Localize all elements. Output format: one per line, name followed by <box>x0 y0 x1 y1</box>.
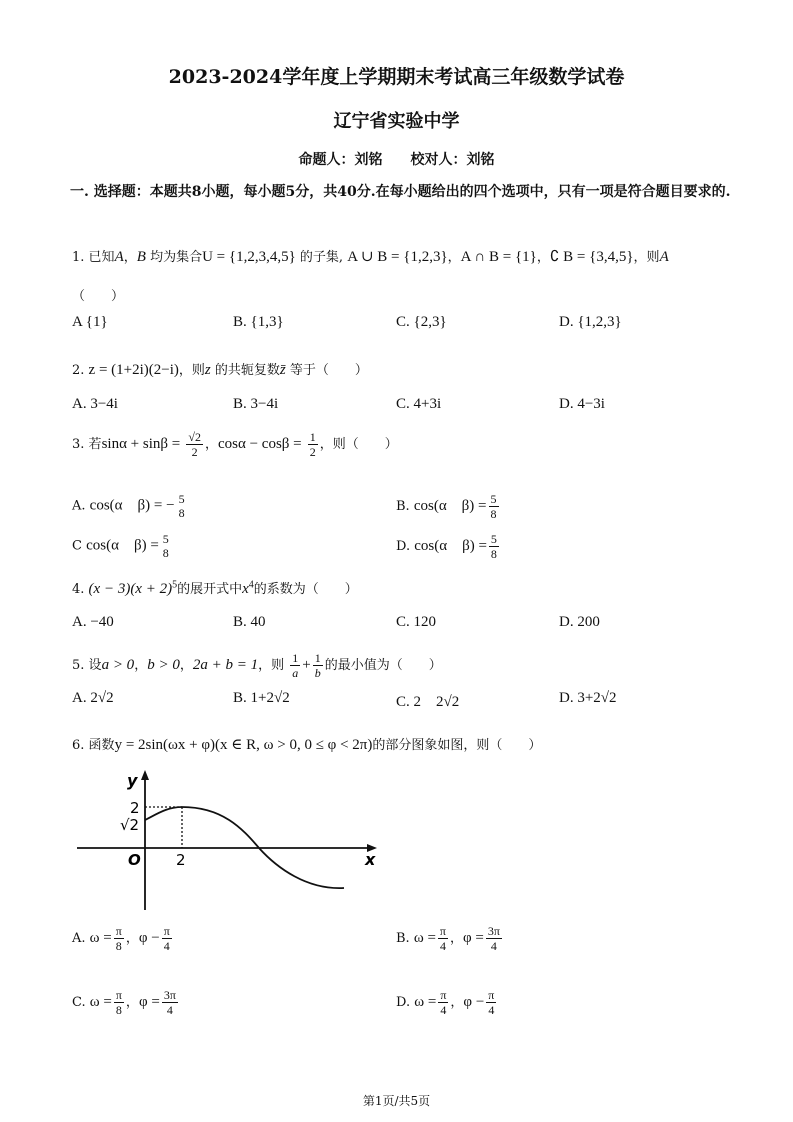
question-number: 6. <box>72 738 85 753</box>
page-footer: 第1页/共5页 <box>362 1094 431 1108</box>
question-number: 2. <box>72 363 85 378</box>
question-5: 5. 设a > 0，b > 0，2a + b = 1，则 $\frac{1}{a}$ + $\frac{1}{b}$ 的最小值为（ ） <box>72 651 442 680</box>
option-d[interactable]: D. 200 <box>559 614 600 630</box>
option-c[interactable]: C. 2 2√2 <box>396 694 460 710</box>
option-a[interactable]: A. ω = $\frac{\pi}{8}$ ，φ − $\frac{\pi}{4}$ <box>72 924 170 953</box>
origin-label: O <box>128 851 141 869</box>
option-c[interactable]: C. 4+3i <box>396 396 442 412</box>
answer-paren: （ ） <box>72 289 125 304</box>
option-d[interactable]: D. 4−3i <box>559 396 605 412</box>
option-c[interactable]: C. ω = $\frac{\pi}{8}$ ，φ = $\frac{3\pi}{4}$ <box>72 988 176 1017</box>
function-graph <box>72 768 382 913</box>
tick-2-y: 2 <box>130 799 140 817</box>
option-c[interactable]: C cos(α β) = 5 8 <box>72 532 169 560</box>
option-d[interactable]: D. cos(α β) = $\frac{5}{8}$ <box>396 532 497 561</box>
tick-2-x: 2 <box>176 851 186 869</box>
option-c[interactable]: C. {2,3} <box>396 314 447 330</box>
question-6: 6. 函数y = 2sin(ωx + φ)(x ∈ R, ω > 0, 0 ≤ φ < 2π)的部分图象如图，则（ ） <box>72 737 542 753</box>
question-4: 4. $(x - 3)(x + 2)^5$的展开式中$x^4$的系数为（ ） <box>72 579 358 597</box>
exam-title: 2023-2024学年度上学期期末考试高三年级数学试卷 <box>168 66 625 88</box>
option-b[interactable]: B. ω = $\frac{\pi}{4}$ ，φ = $\frac{3\pi}{4}$ <box>396 924 500 953</box>
option-a[interactable]: A. −40 <box>72 614 114 630</box>
section-header: 一. 选择题：本题共8小题，每小题5分，共40分.在每小题给出的四个选项中，只有一项是符合题目要求的. <box>70 184 731 200</box>
option-b[interactable]: B. 3−4i <box>233 396 279 412</box>
y-label: y <box>127 771 138 790</box>
option-d[interactable]: D. ω = $\frac{\pi}{4}$ ，φ − $\frac{\pi}{4}$ <box>396 988 495 1017</box>
question-3: 3. 若sinα + sinβ = $\frac{√2}{2}$ ，cosα − cosβ = $\frac{1}{2}$ ，则（ ） <box>72 430 398 459</box>
option-a[interactable]: A {1} <box>72 314 108 330</box>
option-b[interactable]: B. 40 <box>233 614 266 630</box>
authors: 命题人：刘铭 校对人：刘铭 <box>298 152 495 168</box>
x-label: x <box>365 850 376 869</box>
tick-sqrt2: √2 <box>120 816 140 834</box>
question-number: 1. <box>72 250 85 265</box>
y-axis-arrow <box>141 770 149 780</box>
option-a[interactable]: A. cos(α β) = − 5 8 <box>72 492 185 520</box>
option-b[interactable]: B. {1,3} <box>233 314 284 330</box>
option-b[interactable]: B. cos(α β) = $\frac{5}{8}$ <box>396 492 497 521</box>
school-name: 辽宁省实验中学 <box>333 111 460 132</box>
option-a[interactable]: A. 2√2 <box>72 690 114 706</box>
option-a[interactable]: A. 3−4i <box>72 396 118 412</box>
option-b[interactable]: B. 1+2√2 <box>233 690 290 706</box>
option-d[interactable]: D. 3+2√2 <box>559 690 617 706</box>
question-1: 1. 已知A，B 均为集合U = {1,2,3,4,5} 的子集, A ∪ B = {1,2,3}，A ∩ B = {1}，∁ B = {3,4,5}，则A <box>72 249 669 265</box>
option-c[interactable]: C. 120 <box>396 614 437 630</box>
option-d[interactable]: D. {1,2,3} <box>559 314 622 330</box>
question-2: 2. z = (1+2i)(2−i)，则z 的共轭复数z̄ 等于（ ） <box>72 362 368 378</box>
question-number: 5. <box>72 658 85 673</box>
question-number: 3. <box>72 437 85 452</box>
question-number: 4. <box>72 582 85 597</box>
